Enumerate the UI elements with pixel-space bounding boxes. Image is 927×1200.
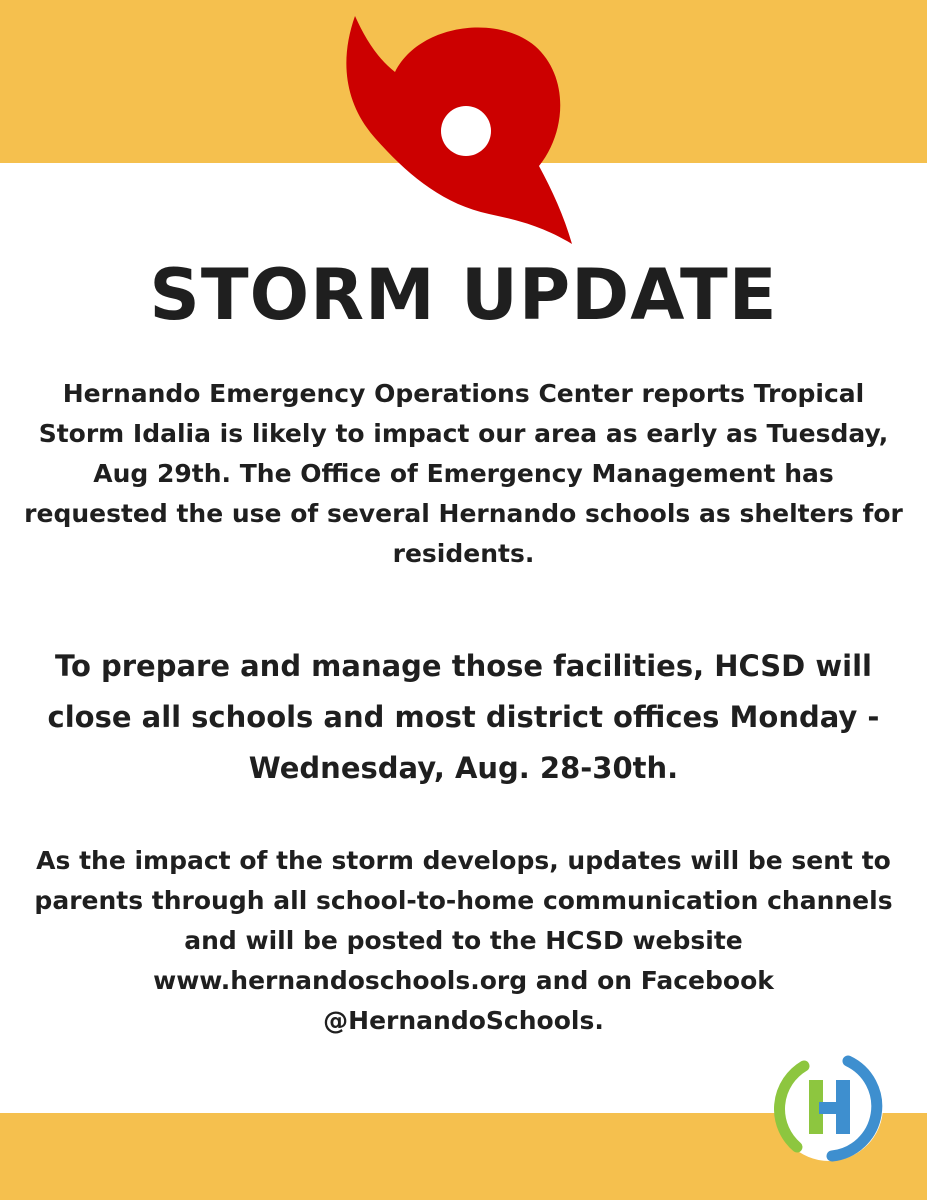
hernando-schools-logo — [774, 1052, 884, 1162]
updates-info-paragraph: As the impact of the storm develops, updates will be sent to parents through all school-to-home communication channels and will be posted to the HCSD website www.hernandoschools.org and on Facebook @HernandoSchools. — [34, 846, 893, 1035]
page-title: STORM UPDATE — [149, 254, 778, 336]
school-closure-paragraph: To prepare and manage those facilities, HCSD will close all schools and most district offices Monday - Wednesday, Aug. 28-30th. — [47, 649, 880, 785]
shelter-announcement-paragraph: Hernando Emergency Operations Center reports Tropical Storm Idalia is likely to impact our area as early as Tuesday, Aug 29th. The Office of Emergency Management has requested the use of several Hernando schools as shelters for residents. — [24, 379, 903, 568]
hurricane-icon — [327, 6, 587, 251]
